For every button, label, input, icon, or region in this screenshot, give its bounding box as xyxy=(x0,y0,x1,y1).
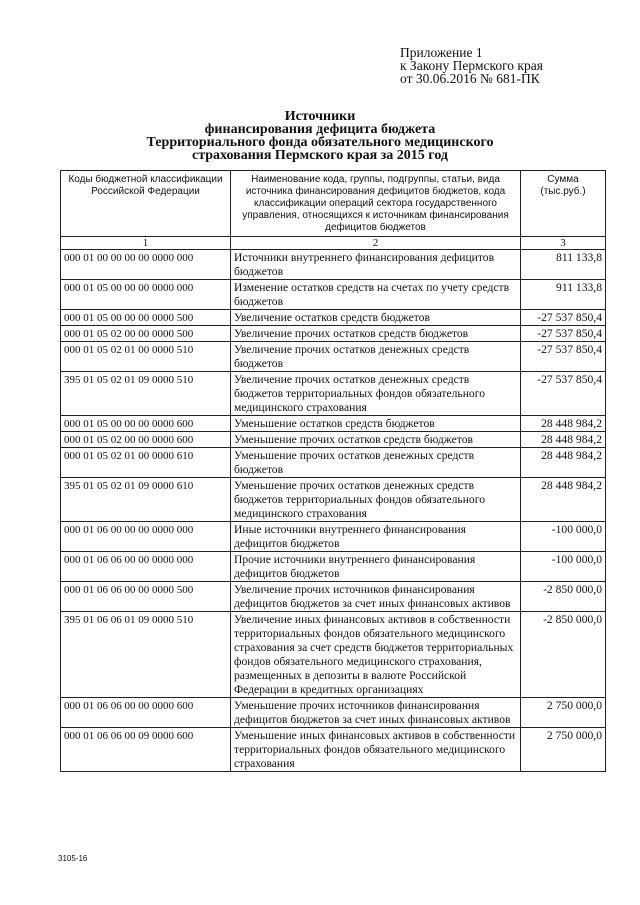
financing-sources-table xyxy=(60,170,606,772)
header-codes: Коды бюджетной классификации Российской Федерации xyxy=(61,171,231,237)
document-title xyxy=(120,110,520,162)
table-row xyxy=(61,552,606,582)
column-number-1: 1 xyxy=(61,237,231,250)
row-amount: -27 537 850,4 xyxy=(521,310,606,326)
table-row xyxy=(61,372,606,416)
row-name: Уменьшение иных финансовых активов в собственности территориальных фондов обязательного медицинского страхования xyxy=(231,728,521,772)
row-code: 395 01 06 06 01 09 0000 510 xyxy=(61,612,231,698)
table-row xyxy=(61,612,606,698)
row-amount: 28 448 984,2 xyxy=(521,448,606,478)
table-body xyxy=(61,171,606,772)
row-code: 395 01 05 02 01 09 0000 510 xyxy=(61,372,231,416)
row-code: 000 01 05 02 01 00 0000 510 xyxy=(61,342,231,372)
column-number-2: 2 xyxy=(231,237,521,250)
row-amount: -2 850 000,0 xyxy=(521,612,606,698)
table-row xyxy=(61,478,606,522)
appendix-line-1: Приложение 1 xyxy=(400,45,483,60)
row-name: Уменьшение прочих остатков денежных средств бюджетов xyxy=(231,448,521,478)
row-name: Иные источники внутреннего финансирования дефицитов бюджетов xyxy=(231,522,521,552)
table-row xyxy=(61,728,606,772)
row-amount: -100 000,0 xyxy=(521,552,606,582)
row-code: 000 01 05 02 01 00 0000 610 xyxy=(61,448,231,478)
header-amount: Сумма (тыс.руб.) xyxy=(521,171,606,237)
title-line-4: страхования Пермского края за 2015 год xyxy=(192,148,448,163)
column-number-3: 3 xyxy=(521,237,606,250)
table-row xyxy=(61,250,606,280)
table-row xyxy=(61,342,606,372)
row-code: 000 01 00 00 00 00 0000 000 xyxy=(61,250,231,280)
row-code: 000 01 06 06 00 00 0000 500 xyxy=(61,582,231,612)
table-row xyxy=(61,326,606,342)
title-line-3: Территориального фонда обязательного медицинского xyxy=(146,135,494,150)
row-amount: 2 750 000,0 xyxy=(521,698,606,728)
row-amount: -27 537 850,4 xyxy=(521,326,606,342)
row-amount: 811 133,8 xyxy=(521,250,606,280)
row-code: 395 01 05 02 01 09 0000 610 xyxy=(61,478,231,522)
table-header-row xyxy=(61,171,606,237)
footer-code: 3105-16 xyxy=(58,854,88,863)
table-row xyxy=(61,280,606,310)
title-line-1: Источники xyxy=(284,109,356,124)
row-amount: -2 850 000,0 xyxy=(521,582,606,612)
row-code: 000 01 05 00 00 00 0000 600 xyxy=(61,416,231,432)
table-row xyxy=(61,448,606,478)
table-row xyxy=(61,416,606,432)
row-name: Уменьшение прочих остатков денежных средств бюджетов территориальных фондов обязательного медицинского страхования xyxy=(231,478,521,522)
row-amount: 28 448 984,2 xyxy=(521,432,606,448)
row-amount: 911 133,8 xyxy=(521,280,606,310)
table-row xyxy=(61,522,606,552)
appendix-line-3: от 30.06.2016 № 681-ПК xyxy=(400,71,540,86)
row-amount: 2 750 000,0 xyxy=(521,728,606,772)
column-number-row xyxy=(61,237,606,250)
table-row xyxy=(61,310,606,326)
row-amount: -100 000,0 xyxy=(521,522,606,552)
row-code: 000 01 05 02 00 00 0000 600 xyxy=(61,432,231,448)
row-amount: -27 537 850,4 xyxy=(521,342,606,372)
header-name: Наименование кода, группы, подгруппы, статьи, вида источника финансирования дефицитов бюджетов, кода классификации операций сектора государственного управления, относящихся к источникам финансирования дефицитов бюджетов xyxy=(231,171,521,237)
row-name: Уменьшение прочих источников финансирования дефицитов бюджетов за счет иных финансовых активов xyxy=(231,698,521,728)
row-code: 000 01 06 06 00 00 0000 600 xyxy=(61,698,231,728)
appendix-line-2: к Закону Пермского края xyxy=(400,58,543,73)
title-line-2: финансирования дефицита бюджета xyxy=(204,122,436,137)
row-code: 000 01 06 06 00 09 0000 600 xyxy=(61,728,231,772)
row-name: Уменьшение остатков средств бюджетов xyxy=(231,416,521,432)
row-name: Прочие источники внутреннего финансирования дефицитов бюджетов xyxy=(231,552,521,582)
row-code: 000 01 05 00 00 00 0000 000 xyxy=(61,280,231,310)
row-amount: 28 448 984,2 xyxy=(521,416,606,432)
row-name: Изменение остатков средств на счетах по учету средств бюджетов xyxy=(231,280,521,310)
row-code: 000 01 06 00 00 00 0000 000 xyxy=(61,522,231,552)
appendix-note xyxy=(400,46,543,85)
row-name: Увеличение остатков средств бюджетов xyxy=(231,310,521,326)
row-code: 000 01 05 00 00 00 0000 500 xyxy=(61,310,231,326)
row-name: Увеличение иных финансовых активов в собственности территориальных фондов обязательного медицинского страхования за счет средств бюджетов территориальных фондов обязательного медицинского страхования, размещенных в депозиты в валюте Российской Федерации в кредитных организациях xyxy=(231,612,521,698)
row-amount: 28 448 984,2 xyxy=(521,478,606,522)
row-name: Источники внутреннего финансирования дефицитов бюджетов xyxy=(231,250,521,280)
row-name: Уменьшение прочих остатков средств бюджетов xyxy=(231,432,521,448)
table-row xyxy=(61,582,606,612)
table-row xyxy=(61,698,606,728)
row-name: Увеличение прочих остатков денежных средств бюджетов территориальных фондов обязательного медицинского страхования xyxy=(231,372,521,416)
row-code: 000 01 05 02 00 00 0000 500 xyxy=(61,326,231,342)
row-name: Увеличение прочих источников финансирования дефицитов бюджетов за счет иных финансовых активов xyxy=(231,582,521,612)
row-code: 000 01 06 06 00 00 0000 000 xyxy=(61,552,231,582)
row-amount: -27 537 850,4 xyxy=(521,372,606,416)
table-row xyxy=(61,432,606,448)
row-name: Увеличение прочих остатков денежных средств бюджетов xyxy=(231,342,521,372)
row-name: Увеличение прочих остатков средств бюджетов xyxy=(231,326,521,342)
